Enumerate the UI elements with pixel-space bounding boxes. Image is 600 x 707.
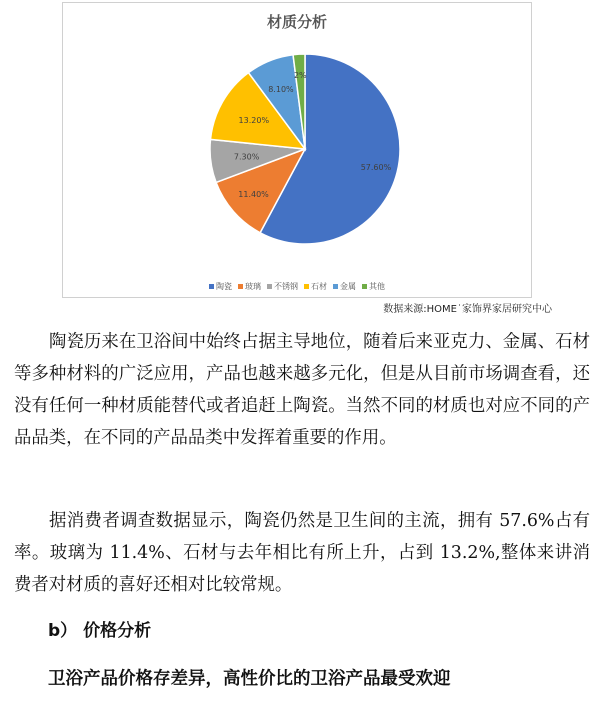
legend-swatch — [267, 284, 272, 289]
slice-label-不锈钢: 7.30% — [233, 152, 260, 162]
slice-label-陶瓷: 57.60% — [360, 162, 392, 172]
legend-swatch — [209, 284, 214, 289]
legend-label: 玻璃 — [245, 282, 261, 291]
chart-title: 材质分析 — [266, 13, 327, 31]
legend-label: 金属 — [340, 282, 356, 291]
legend-swatch — [333, 284, 338, 289]
slice-label-石材: 13.20% — [238, 115, 270, 125]
chart-legend — [63, 281, 531, 292]
data-source: 数据来源:HOME˙家饰界家居研究中心 — [383, 304, 552, 315]
legend-swatch — [362, 284, 367, 289]
legend-item-不锈钢 — [267, 281, 298, 292]
legend-label: 石材 — [311, 282, 327, 291]
section-heading: b） 价格分析 — [48, 621, 152, 641]
legend-item-石材 — [304, 281, 327, 292]
slice-label-其他: 2% — [293, 71, 307, 81]
paragraph-2: 据消费者调查数据显示，陶瓷仍然是卫生间的主流，拥有 57.6%占有率。玻璃为 11.4%、石材与去年相比有所上升，占到 13.2%,整体来讲消费者对材质的喜好还相对比较常规。 — [14, 511, 590, 595]
legend-swatch — [304, 284, 309, 289]
legend-item-金属 — [333, 281, 356, 292]
legend-item-陶瓷 — [209, 281, 232, 292]
headline: 卫浴产品价格存差异，高性价比的卫浴产品最受欢迎 — [48, 669, 451, 689]
legend-label: 不锈钢 — [274, 282, 298, 291]
legend-label: 其他 — [369, 282, 385, 291]
pie-chart — [62, 2, 532, 298]
legend-label: 陶瓷 — [216, 282, 232, 291]
pie-svg — [63, 3, 531, 297]
legend-swatch — [238, 284, 243, 289]
legend-item-其他 — [362, 281, 385, 292]
slice-label-玻璃: 11.40% — [238, 190, 269, 200]
legend-item-玻璃 — [238, 281, 261, 292]
slice-label-金属: 8.10% — [268, 85, 294, 95]
paragraph-1: 陶瓷历来在卫浴间中始终占据主导地位，随着后来亚克力、金属、石材等多种材料的广泛应用，产品也越来越多元化，但是从目前市场调查看，还没有任何一种材质能替代或者追赶上陶瓷。当然不同的材质也对应不同的产品品类，在不同的产品品类中发挥着重要的作用。 — [14, 332, 590, 448]
